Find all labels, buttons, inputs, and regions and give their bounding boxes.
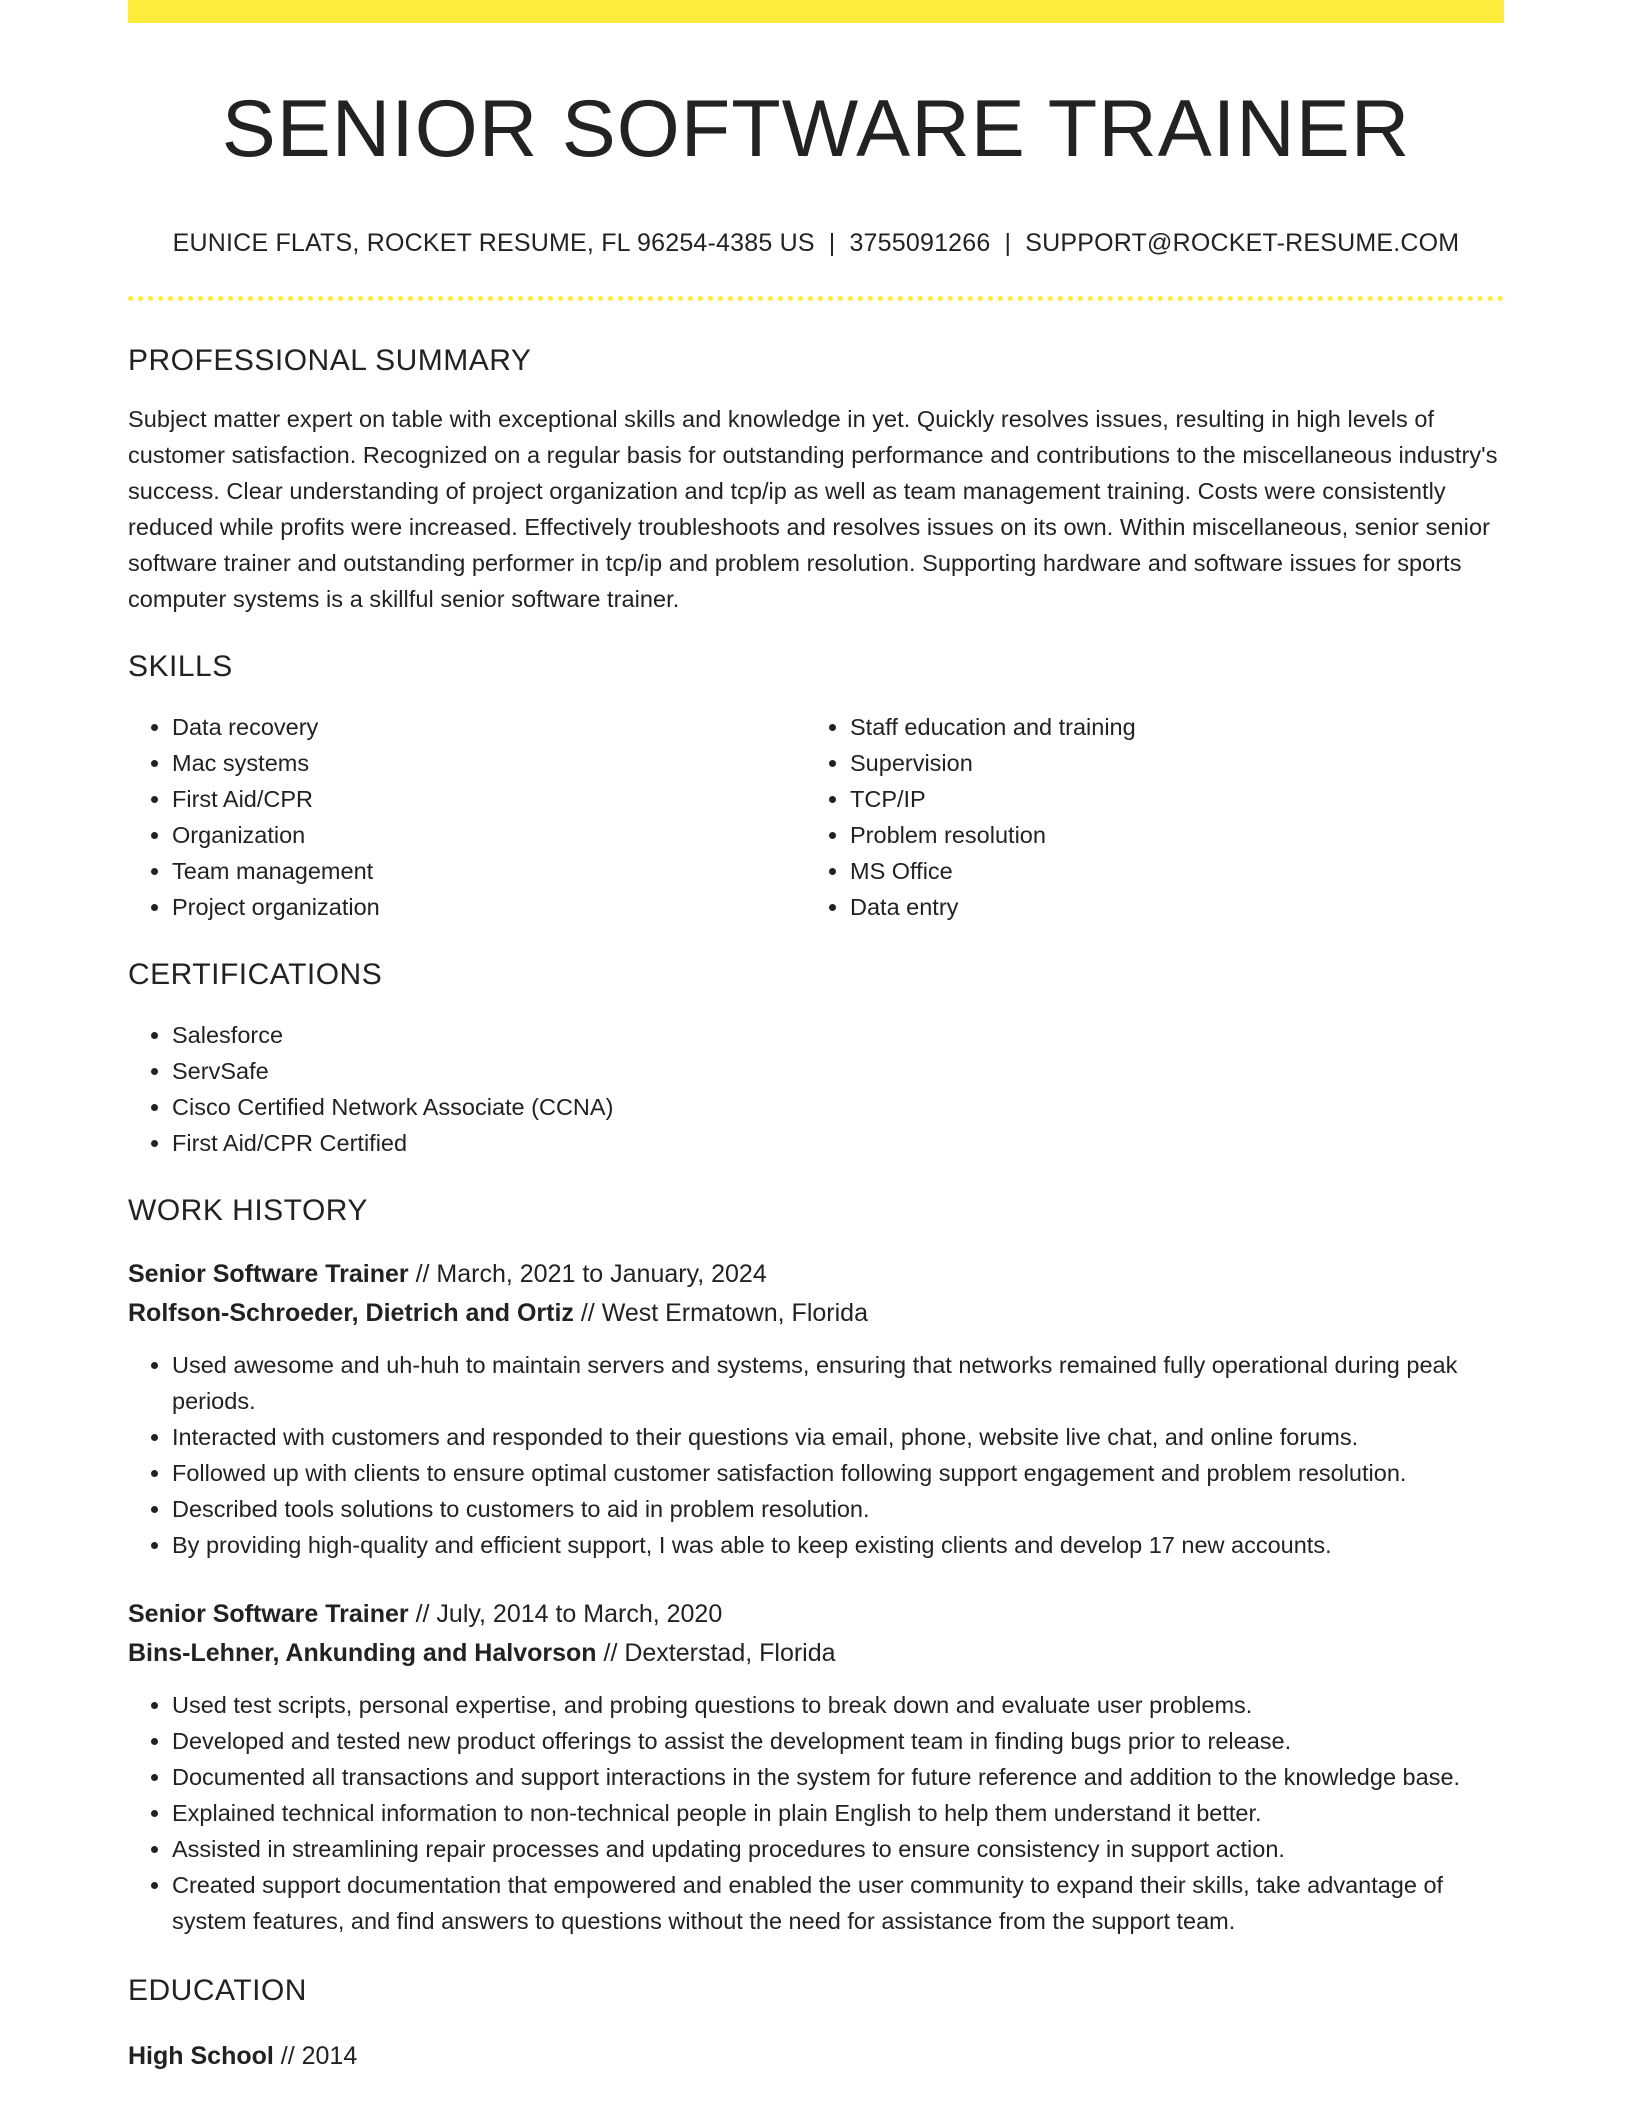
accent-top-bar: [128, 0, 1504, 23]
job-title-line: [128, 1255, 1504, 1294]
skills-grid: [128, 709, 1504, 925]
skill-item: • Team management: [172, 853, 806, 889]
job-company-line: [128, 1634, 1504, 1673]
resume-page: [128, 0, 1504, 2076]
skill-item: • Problem resolution: [850, 817, 1484, 853]
job-bullet: • Followed up with clients to ensure optimal customer satisfaction following support engagement and problem resolution.: [172, 1455, 1504, 1491]
job-title-line: [128, 1595, 1504, 1634]
certifications-list: [128, 1017, 1504, 1161]
certifications-heading: CERTIFICATIONS: [128, 958, 383, 992]
work-history-heading: WORK HISTORY: [128, 1194, 368, 1228]
job-bullet: • Created support documentation that empowered and enabled the user community to expand their skills, take advantage of system features, and find answers to questions without the need for assistance from the support team.: [172, 1867, 1504, 1939]
skills-column-left: [128, 709, 806, 925]
education-line: [128, 2037, 1504, 2076]
certification-item: • Salesforce: [172, 1017, 1504, 1053]
job-dates: // March, 2021 to January, 2024: [408, 1260, 767, 1289]
contact-email: SUPPORT@ROCKET-RESUME.COM: [1025, 229, 1460, 258]
certification-item: • Cisco Certified Network Associate (CCNA): [172, 1089, 1504, 1125]
resume-title: SENIOR SOFTWARE TRAINER: [221, 84, 1411, 174]
certification-item: • ServSafe: [172, 1053, 1504, 1089]
skills-list-right: [806, 709, 1484, 925]
skill-item: • Project organization: [172, 889, 806, 925]
education-degree: High School: [128, 2042, 274, 2071]
job-company-line: [128, 1294, 1504, 1333]
contact-separator: |: [828, 229, 836, 258]
job-location: // Dexterstad, Florida: [596, 1639, 836, 1668]
education-heading: EDUCATION: [128, 1974, 307, 2008]
dotted-divider: [128, 296, 1504, 301]
skill-item: • MS Office: [850, 853, 1484, 889]
job-bullet: • Explained technical information to non-technical people in plain English to help them understand it better.: [172, 1795, 1504, 1831]
skill-item: • First Aid/CPR: [172, 781, 806, 817]
skill-item: • Mac systems: [172, 745, 806, 781]
contact-line: [128, 228, 1504, 258]
contact-phone: 3755091266: [849, 229, 991, 258]
job-bullet: • Interacted with customers and responded to their questions via email, phone, website live chat, and online forums.: [172, 1419, 1504, 1455]
job-company: Rolfson-Schroeder, Dietrich and Ortiz: [128, 1299, 574, 1328]
education-year: // 2014: [273, 2042, 358, 2071]
job-bullet: • Used test scripts, personal expertise, and probing questions to break down and evaluate user problems.: [172, 1687, 1504, 1723]
skill-item: • Data recovery: [172, 709, 806, 745]
job-title: Senior Software Trainer: [128, 1600, 409, 1629]
summary-heading: PROFESSIONAL SUMMARY: [128, 344, 532, 378]
job-bullet: • Described tools solutions to customers to aid in problem resolution.: [172, 1491, 1504, 1527]
job-company: Bins-Lehner, Ankunding and Halvorson: [128, 1639, 597, 1668]
skill-item: • TCP/IP: [850, 781, 1484, 817]
skills-column-right: [806, 709, 1484, 925]
certification-item: • First Aid/CPR Certified: [172, 1125, 1504, 1161]
job-bullet: • Developed and tested new product offerings to assist the development team in finding bugs prior to release.: [172, 1723, 1504, 1759]
summary-text: Subject matter expert on table with exceptional skills and knowledge in yet. Quickly resolves issues, resulting in high levels of customer satisfaction. Recognized on a regular basis for outstanding performance and contributions to the miscellaneous industry's success. Clear understanding of project organization and tcp/ip as well as team management training. Costs were consistently reduced while profits were increased. Effectively troubleshoots and resolves issues on its own. Within miscellaneous, senior senior software trainer and outstanding performer in tcp/ip and problem resolution. Supporting hardware and software issues for sports computer systems is a skillful senior software trainer.: [128, 406, 1498, 613]
job-bullet: • Assisted in streamlining repair processes and updating procedures to ensure consistency in support action.: [172, 1831, 1504, 1867]
job-bullets: [128, 1687, 1504, 1939]
skill-item: • Supervision: [850, 745, 1484, 781]
skill-item: • Organization: [172, 817, 806, 853]
job-bullet: • Used awesome and uh-huh to maintain servers and systems, ensuring that networks remained fully operational during peak periods.: [172, 1347, 1504, 1419]
contact-separator: |: [1004, 229, 1012, 258]
skill-item: • Staff education and training: [850, 709, 1484, 745]
job-bullet: • By providing high-quality and efficient support, I was able to keep existing clients and develop 17 new accounts.: [172, 1527, 1504, 1563]
job-location: // West Ermatown, Florida: [573, 1299, 868, 1328]
job-bullet: • Documented all transactions and support interactions in the system for future reference and addition to the knowledge base.: [172, 1759, 1504, 1795]
job-title: Senior Software Trainer: [128, 1260, 409, 1289]
job-bullets: [128, 1347, 1504, 1563]
skills-list-left: [128, 709, 806, 925]
job-dates: // July, 2014 to March, 2020: [408, 1600, 723, 1629]
contact-address: EUNICE FLATS, ROCKET RESUME, FL 96254-4385 US: [172, 229, 815, 258]
skill-item: • Data entry: [850, 889, 1484, 925]
skills-heading: SKILLS: [128, 650, 233, 684]
